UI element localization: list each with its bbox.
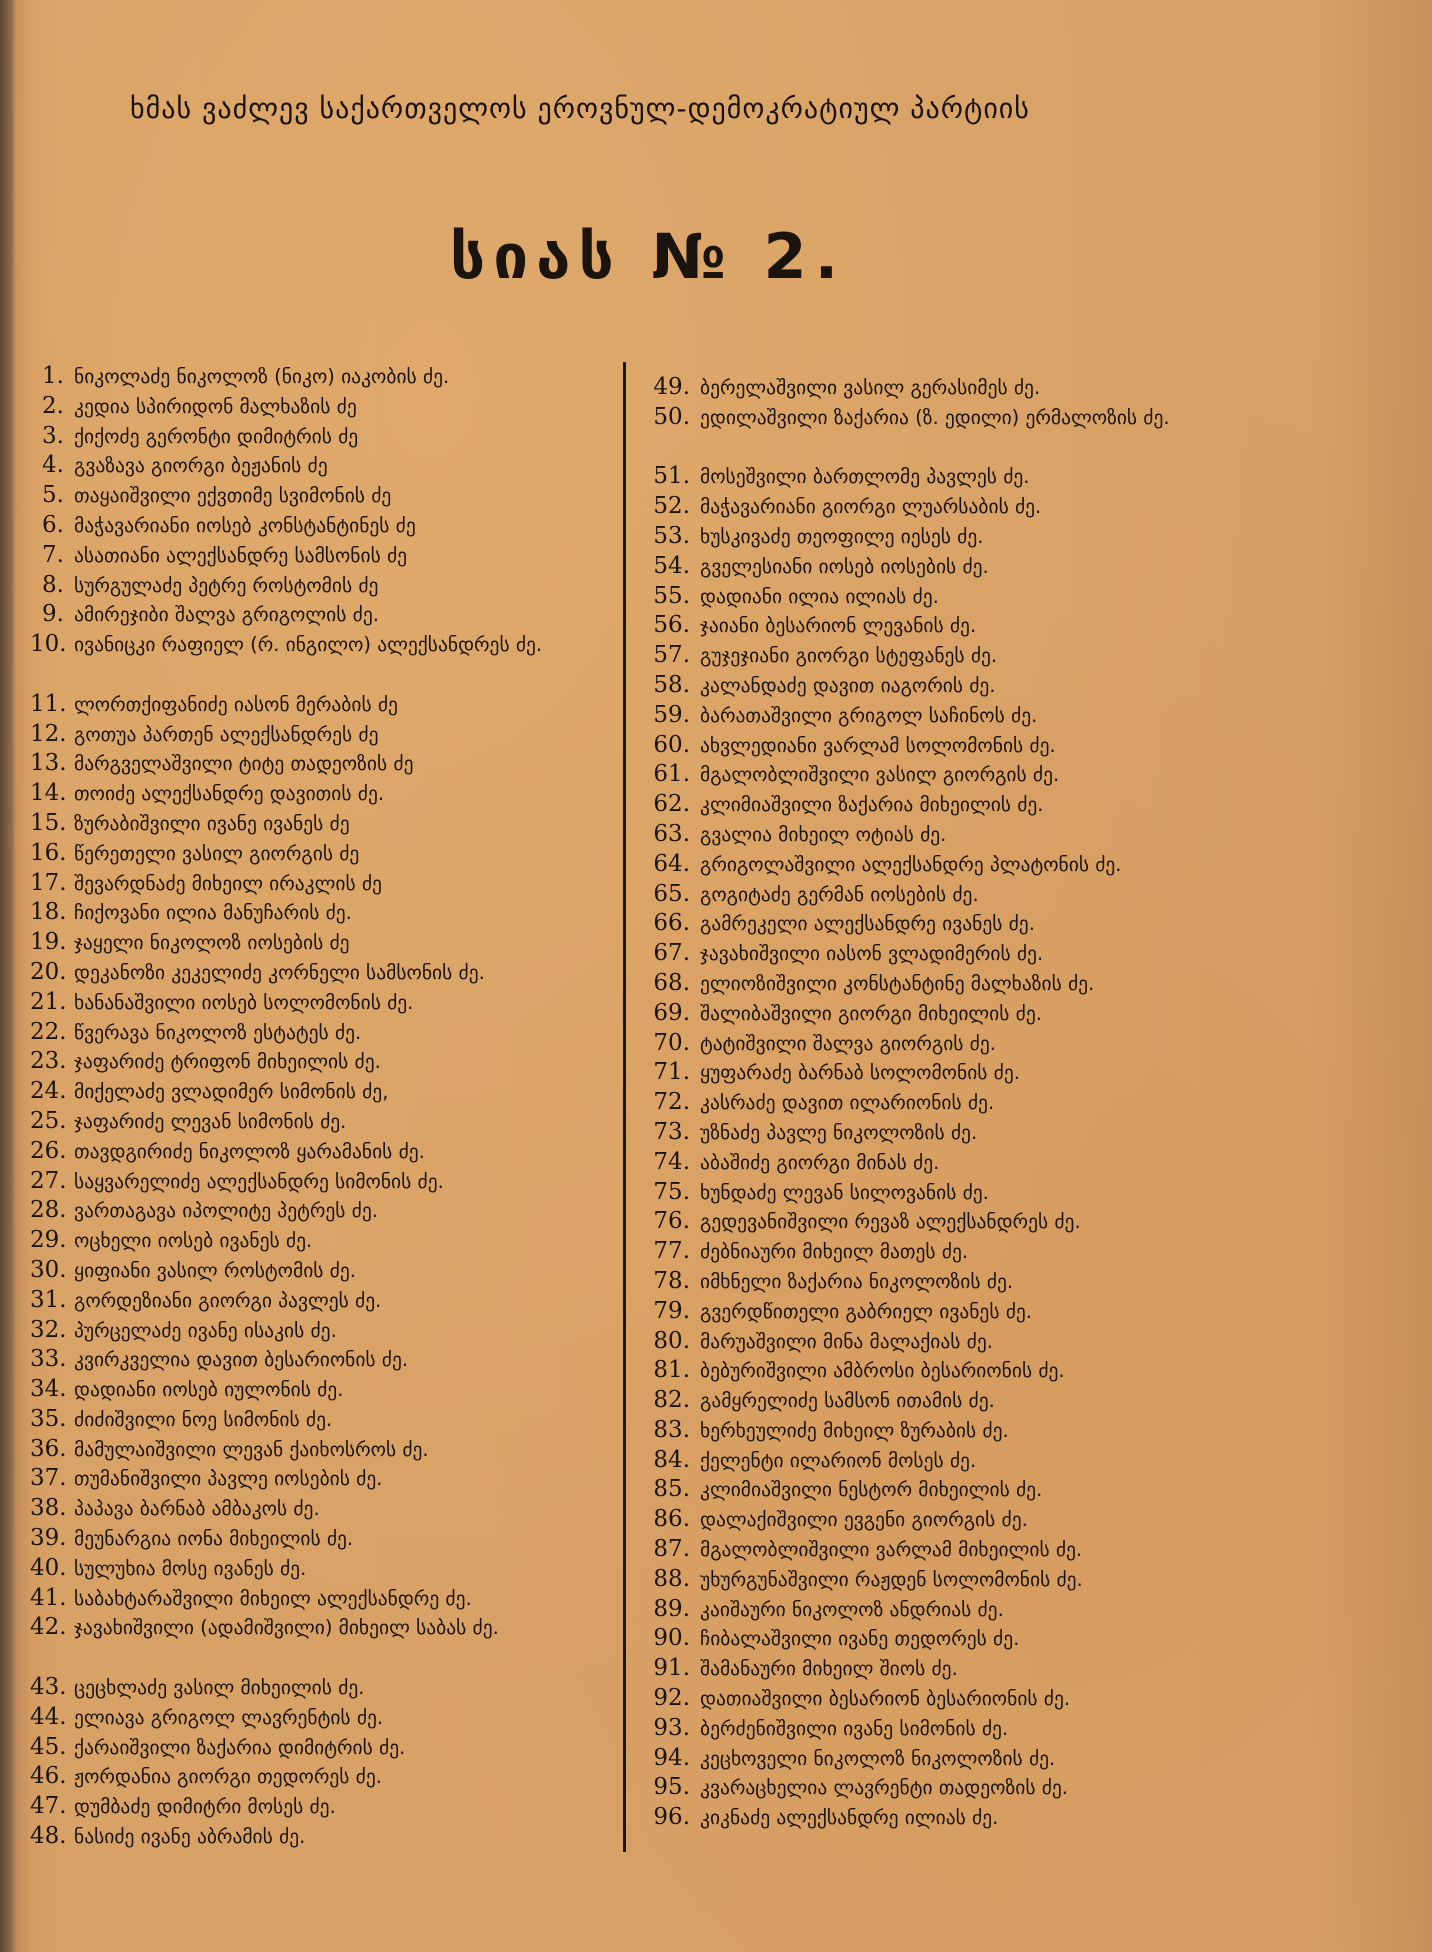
candidate-name: ამირეჯიბი შალვა გრიგოლის ძე. xyxy=(74,603,379,627)
candidate-name: დადიანი იოსებ იულონის ძე. xyxy=(74,1378,344,1402)
candidate-name: კლიმიაშვილი ნესტორ მიხეილის ძე. xyxy=(700,1478,1043,1502)
list-item xyxy=(30,511,615,541)
candidate-name: პურცელაძე ივანე ისაკის ძე. xyxy=(74,1318,337,1342)
list-item xyxy=(30,1613,615,1673)
list-item xyxy=(650,731,1410,761)
list-item xyxy=(650,1446,1410,1476)
entry-number: 41. xyxy=(30,1584,67,1611)
candidate-name: ძებნიაური მიხეილ მათეს ძე. xyxy=(700,1240,969,1264)
list-item xyxy=(30,1107,615,1137)
candidate-name: ნასიძე ივანე აბრამის ძე. xyxy=(74,1825,306,1849)
candidate-name: კლიმიაშვილი ზაქარია მიხეილის ძე. xyxy=(700,793,1044,817)
entry-number: 51. xyxy=(653,463,690,490)
list-item xyxy=(30,1345,615,1375)
entry-number: 7. xyxy=(42,541,64,568)
entry-number: 91. xyxy=(653,1655,690,1682)
entry-number: 52. xyxy=(653,493,690,520)
entry-number: 85. xyxy=(653,1476,690,1503)
candidate-name: პაპავა ბარნაბ ამბაკოს ძე. xyxy=(74,1497,320,1521)
list-item xyxy=(30,571,615,601)
entry-number: 79. xyxy=(653,1297,690,1324)
candidate-name: საბახტარაშვილი მიხეილ ალექსანდრე ძე. xyxy=(74,1586,472,1610)
list-item xyxy=(650,1237,1410,1267)
candidate-name: მეუნარგია იონა მიხეილის ძე. xyxy=(74,1527,354,1551)
candidate-name: ყიფიანი ვასილ როსტომის ძე. xyxy=(74,1258,356,1282)
list-item xyxy=(650,582,1410,612)
entry-number: 2. xyxy=(42,392,64,419)
list-item xyxy=(30,1554,615,1584)
list-item xyxy=(30,630,615,690)
list-item xyxy=(650,880,1410,910)
list-item xyxy=(30,1673,615,1703)
list-item xyxy=(650,1714,1410,1744)
entry-number: 10. xyxy=(30,631,67,658)
candidate-name: ჯაფარიძე ტრიფონ მიხეილის ძე. xyxy=(74,1050,381,1074)
entry-number: 27. xyxy=(30,1167,67,1194)
list-item xyxy=(650,1773,1410,1803)
list-item xyxy=(650,820,1410,850)
entry-number: 44. xyxy=(30,1703,67,1730)
list-item xyxy=(650,1684,1410,1714)
list-item xyxy=(650,1803,1410,1833)
entry-number: 92. xyxy=(653,1685,690,1712)
candidate-name: კედია სპირიდონ მალხაზის ძე xyxy=(74,394,357,418)
candidate-name: მამულაიშვილი ლევან ქაიხოსროს ძე. xyxy=(74,1437,429,1461)
list-item xyxy=(30,1435,615,1465)
candidate-name: შალიბაშვილი გიორგი მიხეილის ძე. xyxy=(700,1001,1042,1025)
entry-number: 40. xyxy=(30,1554,67,1581)
list-item xyxy=(650,1029,1410,1059)
entry-number: 70. xyxy=(653,1029,690,1056)
entry-number: 50. xyxy=(653,403,690,430)
candidate-name: დათიაშვილი ბესარიონ ბესარიონის ძე. xyxy=(700,1687,1071,1711)
entry-number: 46. xyxy=(30,1763,67,1790)
candidate-name: დალაქიშვილი ევგენი გიორგის ძე. xyxy=(700,1508,1028,1532)
list-item xyxy=(30,1524,615,1554)
list-item xyxy=(650,1654,1410,1684)
candidate-name: გოგიტაძე გერმან იოსების ძე. xyxy=(700,882,979,906)
candidate-name: კვარაცხელია ლავრენტი თადეოზის ძე. xyxy=(700,1776,1068,1800)
candidate-name: სურგულაძე პეტრე როსტომის ძე xyxy=(74,573,379,597)
entry-number: 87. xyxy=(653,1536,690,1563)
list-item xyxy=(30,928,615,958)
candidate-name: ბერელაშვილი ვასილ გერასიმეს ძე. xyxy=(700,376,1041,399)
list-item xyxy=(30,869,615,899)
candidate-name: ჩიბალაშვილი ივანე თედორეს ძე. xyxy=(700,1627,1020,1651)
list-item xyxy=(30,1047,615,1077)
list-item xyxy=(650,701,1410,731)
list-item xyxy=(30,1822,615,1852)
candidate-name: ლორთქიფანიძე იასონ მერაბის ძე xyxy=(74,692,398,716)
candidate-name: მაჭავარიანი იოსებ კონსტანტინეს ძე xyxy=(74,513,416,537)
list-item xyxy=(30,451,615,481)
entry-number: 12. xyxy=(30,720,67,747)
list-item xyxy=(650,1118,1410,1148)
entry-number: 4. xyxy=(42,452,64,479)
entry-number: 48. xyxy=(30,1823,67,1850)
entry-number: 84. xyxy=(653,1446,690,1473)
entry-number: 11. xyxy=(30,690,67,717)
candidate-name: საყვარელიძე ალექსანდრე სიმონის ძე. xyxy=(74,1169,444,1193)
candidate-name: კეცხოველი ნიკოლოზ ნიკოლოზის ძე. xyxy=(700,1746,1056,1770)
candidate-name: მგალობლიშვილი ვარლამ მიხეილის ძე. xyxy=(700,1538,1083,1562)
entry-number: 60. xyxy=(653,731,690,758)
candidate-name: გვერდწითელი გაბრიელ ივანეს ძე. xyxy=(700,1299,1033,1323)
list-item xyxy=(30,392,615,422)
candidate-name: გუჯეჯიანი გიორგი სტეფანეს ძე. xyxy=(700,644,998,668)
entry-number: 38. xyxy=(30,1495,67,1522)
entry-number: 16. xyxy=(30,839,67,866)
list-item xyxy=(30,1733,615,1763)
candidate-name: ივანიცკი რაფიელ (რ. ინგილო) ალექსანდრეს ძე. xyxy=(74,633,543,657)
list-title: სიას № 2. xyxy=(450,220,847,293)
entry-number: 23. xyxy=(30,1048,67,1075)
list-item xyxy=(650,760,1410,790)
entry-number: 77. xyxy=(653,1238,690,1265)
list-item xyxy=(30,749,615,779)
candidate-name: ახვლედიანი ვარლამ სოლომონის ძე. xyxy=(700,733,1056,757)
list-item xyxy=(30,1226,615,1256)
entry-number: 22. xyxy=(30,1018,67,1045)
entry-number: 19. xyxy=(30,929,67,956)
candidate-name: ოცხელი იოსებ ივანეს ძე. xyxy=(74,1229,313,1253)
entry-number: 32. xyxy=(30,1316,67,1343)
list-item xyxy=(650,790,1410,820)
entry-number: 88. xyxy=(653,1565,690,1592)
list-item xyxy=(650,1297,1410,1327)
list-item xyxy=(650,1565,1410,1595)
entry-number: 3. xyxy=(42,422,64,449)
candidate-name: ელიოზიშვილი კონსტანტინე მალხაზის ძე. xyxy=(700,971,1095,995)
candidate-name: მიქელაძე ვლადიმერ სიმონის ძე, xyxy=(74,1080,389,1104)
list-item xyxy=(650,1416,1410,1446)
list-item xyxy=(30,1405,615,1435)
entry-number: 90. xyxy=(653,1625,690,1652)
entry-number: 78. xyxy=(653,1267,690,1294)
candidate-name: გველესიანი იოსებ იოსების ძე. xyxy=(700,554,989,578)
candidate-name: ძიძიშვილი ნოე სიმონის ძე. xyxy=(74,1407,333,1431)
candidate-name: ნიკოლაძე ნიკოლოზ (ნიკო) იაკობის ძე. xyxy=(74,365,450,388)
entry-number: 33. xyxy=(30,1346,67,1373)
ballot-header: ხმას ვაძლევ საქართველოს ეროვნულ-დემოკრატიულ პარტიის xyxy=(130,92,1030,125)
candidate-name: ჯაიანი ბესარიონ ლევანის ძე. xyxy=(700,614,977,638)
list-item xyxy=(30,839,615,869)
entry-number: 93. xyxy=(653,1714,690,1741)
entry-number: 14. xyxy=(30,780,67,807)
list-item xyxy=(650,1356,1410,1386)
entry-number: 43. xyxy=(30,1674,67,1701)
candidate-name: უზნაძე პავლე ნიკოლოზის ძე. xyxy=(700,1120,978,1144)
list-item xyxy=(650,1386,1410,1416)
candidate-name: სულუხია მოსე ივანეს ძე. xyxy=(74,1556,307,1580)
entry-number: 37. xyxy=(30,1465,67,1492)
list-item xyxy=(30,898,615,928)
candidate-name: ჯავახიშვილი (ადამიშვილი) მიხეილ საბას ძე. xyxy=(74,1616,499,1640)
candidate-name: იმხნელი ზაქარია ნიკოლოზის ძე. xyxy=(700,1269,1014,1293)
candidate-name: კალანდაძე დავით იაგორის ძე. xyxy=(700,673,996,697)
candidate-name: ბერძენიშვილი ივანე სიმონის ძე. xyxy=(700,1716,1009,1740)
candidate-name: ჟორდანია გიორგი თედორეს ძე. xyxy=(74,1765,382,1789)
list-item xyxy=(30,600,615,630)
list-item xyxy=(650,1505,1410,1535)
list-item xyxy=(650,1624,1410,1654)
candidate-name: ბარათაშვილი გრიგოლ საჩინოს ძე. xyxy=(700,703,1038,727)
entry-number: 62. xyxy=(653,791,690,818)
candidate-list-left xyxy=(30,362,615,1852)
entry-number: 1. xyxy=(42,363,64,389)
entry-number: 54. xyxy=(653,552,690,579)
entry-number: 20. xyxy=(30,958,67,985)
candidate-name: ედილაშვილი ზაქარია (ზ. ედილი) ერმალოზის ძე. xyxy=(700,405,1170,429)
list-item xyxy=(650,522,1410,552)
entry-number: 5. xyxy=(42,482,64,509)
candidate-name: ყუფარაძე ბარნაბ სოლომონის ძე. xyxy=(700,1061,1020,1085)
list-item xyxy=(30,1137,615,1167)
entry-number: 42. xyxy=(30,1614,67,1641)
entry-number: 71. xyxy=(653,1059,690,1086)
candidate-name: წერეთელი ვასილ გიორგის ძე xyxy=(74,841,360,865)
list-item xyxy=(650,1148,1410,1178)
entry-number: 95. xyxy=(653,1774,690,1801)
candidate-name: გოთუა პართენ ალექსანდრეს ძე xyxy=(74,722,379,746)
entry-number: 36. xyxy=(30,1435,67,1462)
candidate-name: თავდგირიძე ნიკოლოზ ყარამანის ძე. xyxy=(74,1139,425,1163)
candidate-name: დუმბაძე დიმიტრი მოსეს ძე. xyxy=(74,1795,336,1819)
list-item xyxy=(650,492,1410,522)
list-item xyxy=(650,969,1410,999)
list-item xyxy=(650,462,1410,492)
candidate-name: ჯავახიშვილი იასონ ვლადიმერის ძე. xyxy=(700,942,1044,966)
list-item xyxy=(30,779,615,809)
entry-number: 58. xyxy=(653,671,690,698)
entry-number: 74. xyxy=(653,1148,690,1175)
list-item xyxy=(30,1316,615,1346)
candidate-name: გამყრელიძე სამსონ ითამის ძე. xyxy=(700,1389,995,1413)
candidate-name: კასრაძე დავით ილარიონის ძე. xyxy=(700,1091,995,1115)
candidate-name: მარუაშვილი მინა მალაქიას ძე. xyxy=(700,1329,993,1353)
candidate-name: ზურაბიშვილი ივანე ივანეს ძე xyxy=(74,811,350,835)
list-item xyxy=(30,1167,615,1197)
candidate-name: მგალობლიშვილი ვასილ გიორგის ძე. xyxy=(700,763,1060,787)
entry-number: 96. xyxy=(653,1804,690,1831)
entry-number: 26. xyxy=(30,1137,67,1164)
candidate-name: ცეცხლაძე ვასილ მიხეილის ძე. xyxy=(74,1676,365,1700)
list-item xyxy=(30,690,615,720)
list-item xyxy=(30,1792,615,1822)
list-item xyxy=(650,1475,1410,1505)
candidate-name: შამანაური მიხეილ შიოს ძე. xyxy=(700,1657,958,1681)
candidate-name: ქარაიშვილი ზაქარია დიმიტრის ძე. xyxy=(74,1735,406,1759)
list-item xyxy=(30,1077,615,1107)
candidate-name: დეკანოზი კეკელიძე კორნელი სამსონის ძე. xyxy=(74,960,485,984)
list-item xyxy=(650,999,1410,1029)
entry-number: 75. xyxy=(653,1178,690,1205)
entry-number: 59. xyxy=(653,701,690,728)
candidate-name: ჩიქოვანი ილია მანუჩარის ძე. xyxy=(74,901,352,925)
candidate-name: კიკნაძე ალექსანდრე ილიას ძე. xyxy=(700,1806,999,1830)
candidate-name: დადიანი ილია ილიას ძე. xyxy=(700,584,939,608)
entry-number: 55. xyxy=(653,582,690,609)
list-item xyxy=(650,671,1410,701)
list-item xyxy=(650,641,1410,671)
entry-number: 29. xyxy=(30,1227,67,1254)
candidate-name: მოსეშვილი ბართლომე პავლეს ძე. xyxy=(700,465,1030,489)
entry-number: 89. xyxy=(653,1595,690,1622)
list-item xyxy=(650,373,1410,403)
entry-number: 30. xyxy=(30,1256,67,1283)
candidate-list-right xyxy=(650,373,1410,1833)
entry-number: 21. xyxy=(30,988,67,1015)
list-item xyxy=(650,1178,1410,1208)
entry-number: 82. xyxy=(653,1387,690,1414)
entry-number: 6. xyxy=(42,511,64,538)
entry-number: 15. xyxy=(30,809,67,836)
entry-number: 63. xyxy=(653,820,690,847)
entry-number: 66. xyxy=(653,910,690,937)
candidate-name: გედევანიშვილი რევაზ ალექსანდრეს ძე. xyxy=(700,1210,1081,1234)
entry-number: 49. xyxy=(653,374,690,400)
entry-number: 73. xyxy=(653,1118,690,1145)
candidate-name: ხანანაშვილი იოსებ სოლომონის ძე. xyxy=(74,990,414,1014)
entry-number: 9. xyxy=(42,601,64,628)
list-item xyxy=(30,1584,615,1614)
candidate-name: გვაზავა გიორგი ბეჟანის ძე xyxy=(74,454,328,478)
entry-number: 18. xyxy=(30,899,67,926)
entry-number: 72. xyxy=(653,1089,690,1116)
entry-number: 57. xyxy=(653,642,690,669)
candidate-name: თაყაიშვილი ექვთიმე სვიმონის ძე xyxy=(74,484,392,508)
candidate-name: გრიგოლაშვილი ალექსანდრე პლატონის ძე. xyxy=(700,852,1122,876)
list-item xyxy=(30,1196,615,1226)
list-item xyxy=(30,1018,615,1048)
list-item xyxy=(650,1207,1410,1237)
list-item xyxy=(650,1595,1410,1625)
candidate-name: მარგველაშვილი ტიტე თადეოზის ძე xyxy=(74,752,414,776)
page-spine-shadow xyxy=(0,0,16,1952)
entry-number: 56. xyxy=(653,612,690,639)
list-item xyxy=(650,1744,1410,1774)
candidate-name: კვირკველია დავით ბესარიონის ძე. xyxy=(74,1348,409,1372)
entry-number: 8. xyxy=(42,571,64,598)
candidate-name: ვართაგავა იპოლიტე პეტრეს ძე. xyxy=(74,1199,378,1223)
list-item xyxy=(650,611,1410,641)
list-item xyxy=(650,403,1410,463)
entry-number: 67. xyxy=(653,940,690,967)
entry-number: 61. xyxy=(653,761,690,788)
candidate-name: კაიშაური ნიკოლოზ ანდრიას ძე. xyxy=(700,1597,1004,1621)
entry-number: 68. xyxy=(653,969,690,996)
list-item xyxy=(30,958,615,988)
list-item xyxy=(650,1327,1410,1357)
list-item xyxy=(650,1088,1410,1118)
candidate-name: ელიავა გრიგოლ ლავრენტის ძე. xyxy=(74,1705,384,1729)
candidate-name: ხუსკივაძე თეოფილე იესეს ძე. xyxy=(700,524,984,548)
entry-number: 39. xyxy=(30,1525,67,1552)
candidate-name: წვერავა ნიკოლოზ ესტატეს ძე. xyxy=(74,1020,362,1044)
entry-number: 81. xyxy=(653,1357,690,1384)
candidate-name: გორდეზიანი გიორგი პავლეს ძე. xyxy=(74,1288,382,1312)
list-item xyxy=(30,422,615,452)
entry-number: 31. xyxy=(30,1286,67,1313)
entry-number: 86. xyxy=(653,1506,690,1533)
candidate-name: მაჭავარიანი გიორგი ლუარსაბის ძე. xyxy=(700,495,1042,519)
entry-number: 69. xyxy=(653,999,690,1026)
entry-number: 34. xyxy=(30,1376,67,1403)
list-item xyxy=(30,1494,615,1524)
list-item xyxy=(30,809,615,839)
entry-number: 35. xyxy=(30,1405,67,1432)
candidate-name: აბაშიძე გიორგი მინას ძე. xyxy=(700,1150,940,1174)
candidate-name: გამრეკელი ალექსანდრე ივანეს ძე. xyxy=(700,912,1035,936)
entry-number: 65. xyxy=(653,880,690,907)
entry-number: 28. xyxy=(30,1197,67,1224)
entry-number: 13. xyxy=(30,750,67,777)
entry-number: 53. xyxy=(653,522,690,549)
candidate-name: თოიძე ალექსანდრე დავითის ძე. xyxy=(74,782,385,806)
candidate-name: უხურგუნაშვილი რაჟდენ სოლომონის ძე. xyxy=(700,1567,1083,1591)
entry-number: 17. xyxy=(30,869,67,896)
list-item xyxy=(650,1267,1410,1297)
candidate-name: ჯაყელი ნიკოლოზ იოსების ძე xyxy=(74,931,350,955)
list-item xyxy=(30,1464,615,1494)
candidate-name: ბებურიშვილი ამბროსი ბესარიონის ძე. xyxy=(700,1359,1065,1383)
list-item xyxy=(30,1256,615,1286)
list-item xyxy=(30,1286,615,1316)
list-item xyxy=(30,1375,615,1405)
candidate-name: ხუნდაძე ლევან სილოვანის ძე. xyxy=(700,1180,989,1204)
list-item xyxy=(30,362,615,392)
entry-number: 45. xyxy=(30,1733,67,1760)
candidate-name: შევარდნაძე მიხეილ ირაკლის ძე xyxy=(74,871,382,895)
list-item xyxy=(30,541,615,571)
candidate-name: გვალია მიხეილ ოტიას ძე. xyxy=(700,822,947,846)
column-divider xyxy=(623,362,626,1852)
entry-number: 94. xyxy=(653,1744,690,1771)
list-item xyxy=(650,909,1410,939)
list-item xyxy=(30,988,615,1018)
list-item xyxy=(650,939,1410,969)
list-item xyxy=(650,850,1410,880)
list-item xyxy=(30,1762,615,1792)
list-item xyxy=(650,552,1410,582)
candidate-name: ქელენტი ილარიონ მოსეს ძე. xyxy=(700,1448,977,1472)
list-item xyxy=(30,720,615,750)
candidate-name: თუმანიშვილი პავლე იოსების ძე. xyxy=(74,1467,383,1491)
entry-number: 80. xyxy=(653,1327,690,1354)
list-item xyxy=(650,1058,1410,1088)
candidate-name: ხერხეულიძე მიხეილ ზურაბის ძე. xyxy=(700,1418,1009,1442)
list-item xyxy=(30,1703,615,1733)
entry-number: 25. xyxy=(30,1107,67,1134)
candidate-name: ასათიანი ალექსანდრე სამსონის ძე xyxy=(74,543,408,567)
candidate-name: ტატიშვილი შალვა გიორგის ძე. xyxy=(700,1031,996,1055)
candidate-name: ქიქოძე გერონტი დიმიტრის ძე xyxy=(74,424,359,448)
list-item xyxy=(30,481,615,511)
entry-number: 64. xyxy=(653,850,690,877)
candidate-name: ჯაფარიძე ლევან სიმონის ძე. xyxy=(74,1109,347,1133)
entry-number: 83. xyxy=(653,1416,690,1443)
list-item xyxy=(650,1535,1410,1565)
entry-number: 76. xyxy=(653,1208,690,1235)
entry-number: 24. xyxy=(30,1078,67,1105)
entry-number: 47. xyxy=(30,1793,67,1820)
